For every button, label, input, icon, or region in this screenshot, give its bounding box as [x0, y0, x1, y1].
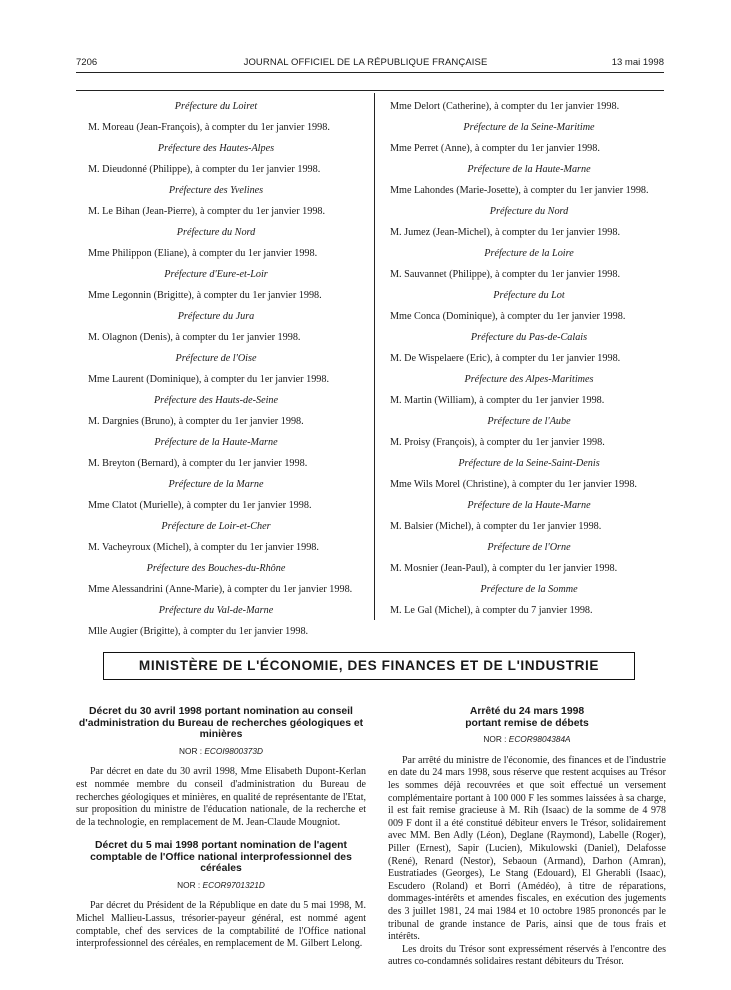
prefecture-heading: Préfecture de la Seine-Saint-Denis: [458, 458, 600, 469]
appointee: M. Moreau (Jean-François), à compter du 1er janvier 1998.: [88, 122, 330, 133]
nor-label: NOR :: [177, 879, 201, 890]
prefecture-heading: Préfecture du Pas-de-Calais: [470, 332, 588, 343]
list-item: [76, 478, 356, 520]
prefecture-heading: Préfecture de la Seine-Maritime: [463, 122, 595, 133]
appointee: Mme Delort (Catherine), à compter du 1er janvier 1998.: [390, 101, 620, 112]
column-divider: [374, 93, 375, 620]
list-item: [76, 226, 356, 268]
appointee: M. Sauvannet (Philippe), à compter du 1er janvier 1998.: [390, 269, 621, 280]
article-decret-5-mai: [76, 840, 366, 951]
appointee: Mme Lahondes (Marie-Josette), à compter du 1er janvier 1998.: [390, 185, 649, 196]
article-body: Par décret en date du 30 avril 1998, Mme Elisabeth Dupont-Kerlan est nommée membre du conseil d'administration du Bureau de recherches géologiques et minières, en qualité de représentante de l'Etat, sur proposition du ministre de l'éducation nationale, de la recherche et de la technologie, en remplacement de M. Jean-Claude Mougniot.: [76, 766, 366, 828]
article-title: Décret du 5 mai 1998 portant nomination de l'agent comptable de l'Office national interprofessionnel des céréales: [90, 840, 352, 875]
top-rule: [76, 90, 664, 91]
nor-code: ECOI9800373D: [204, 745, 263, 756]
appointee: M. Le Bihan (Jean-Pierre), à compter du 1er janvier 1998.: [88, 206, 326, 217]
article-arrete-24-mars: [388, 706, 666, 969]
article-body: Par arrêté du ministre de l'économie, des finances et de l'industrie en date du 24 mars 1998, sous réserve que restent acquises au Trésor les sommes déjà recouvrées et que soit effectué un versement complémentaire portant à 100 000 F les sommes laissées à sa charge, il est fait remise gracieuse à M. Rih (Isaac) de la somme de 4 978 009 F dont il a été constitué débiteur envers le Trésor, solidairement avec MM. Ben Adly (Léon), Deglane (Raymond), Labelle (Roger), Piller (Ernest), Sapir (Lucien), Mikulowski (Daniel), Delafosse (René), Renard (Nestor), Sebaoun (Armand), Darhon (Amran), Eustratiades (Georges), Le Stang (Edouard), El Gherabli (Isaac), Escudero (Roland) et Borri (Amédéo), à titre de réparations, dommages-intérêts et amendes fiscales, en exécution des jugements des 3 juillet 1981, 24 mai 1984 et 10 octobre 1985 prononcés par le tribunal de grande instance de Paris, ainsi que de tous frais et intérêts.: [388, 754, 666, 943]
appointee: M. Breyton (Bernard), à compter du 1er janvier 1998.: [88, 458, 308, 469]
article-body: Les droits du Trésor sont expressément réservés à l'encontre des autres co-condamnés solidaires restant débiteurs du Trésor.: [388, 943, 666, 968]
appointee: M. Proisy (François), à compter du 1er janvier 1998.: [390, 437, 605, 448]
appointee: Mme Conca (Dominique), à compter du 1er janvier 1998.: [390, 311, 626, 322]
nor-label: NOR :: [483, 734, 507, 745]
appointee: M. Olagnon (Denis), à compter du 1er janvier 1998.: [88, 332, 301, 343]
list-item: [76, 310, 356, 352]
list-item: [76, 100, 356, 142]
list-item: [390, 583, 668, 625]
prefecture-heading: Préfecture des Yvelines: [168, 185, 264, 196]
prefecture-heading: Préfecture du Loiret: [174, 101, 258, 112]
appointee: Mme Philippon (Eliane), à compter du 1er janvier 1998.: [88, 248, 318, 259]
list-item: [390, 499, 668, 541]
header-rule: [76, 72, 664, 73]
list-item: [390, 457, 668, 499]
appointee: M. Dieudonné (Philippe), à compter du 1er janvier 1998.: [88, 164, 321, 175]
prefecture-heading: Préfecture du Val-de-Marne: [158, 605, 274, 616]
left-column: [76, 100, 356, 646]
prefecture-heading: Préfecture des Hautes-Alpes: [157, 143, 275, 154]
prefecture-heading: Préfecture des Alpes-Maritimes: [464, 374, 594, 385]
appointee: M. Balsier (Michel), à compter du 1er janvier 1998.: [390, 521, 602, 532]
prefecture-heading: Préfecture de l'Aube: [487, 416, 571, 427]
page-number: 7206: [76, 57, 98, 68]
list-item: [76, 562, 356, 604]
appointee: Mme Legonnin (Brigitte), à compter du 1er janvier 1998.: [88, 290, 322, 301]
article-decret-30-avril: [76, 706, 366, 829]
nor-reference: [76, 745, 366, 758]
prefecture-heading: Préfecture des Hauts-de-Seine: [153, 395, 279, 406]
list-item: [390, 205, 668, 247]
list-item: [76, 352, 356, 394]
prefecture-heading: Préfecture de l'Orne: [487, 542, 571, 553]
appointee: M. Mosnier (Jean-Paul), à compter du 1er janvier 1998.: [390, 563, 618, 574]
list-item: [76, 394, 356, 436]
list-item: [76, 436, 356, 478]
list-item: [390, 247, 668, 289]
list-item: [390, 373, 668, 415]
list-item: [390, 415, 668, 457]
prefecture-heading: Préfecture du Nord: [489, 206, 569, 217]
appointee: Mme Perret (Anne), à compter du 1er janvier 1998.: [390, 143, 600, 154]
list-item: [76, 268, 356, 310]
appointee: M. Vacheyroux (Michel), à compter du 1er janvier 1998.: [88, 542, 319, 553]
prefecture-heading: Préfecture de la Haute-Marne: [467, 164, 591, 175]
ministry-heading: MINISTÈRE DE L'ÉCONOMIE, DES FINANCES ET DE L'INDUSTRIE: [103, 652, 635, 680]
appointee: M. Martin (William), à compter du 1er janvier 1998.: [390, 395, 605, 406]
prefecture-heading: Préfecture du Jura: [177, 311, 255, 322]
prefecture-heading: Préfecture de la Haute-Marne: [467, 500, 591, 511]
article-title: Arrêté du 24 mars 1998 portant remise de débets: [465, 706, 589, 729]
appointee: Mlle Augier (Brigitte), à compter du 1er janvier 1998.: [88, 626, 309, 637]
list-item: [76, 142, 356, 184]
appointee: M. De Wispelaere (Eric), à compter du 1er janvier 1998.: [390, 353, 621, 364]
journal-title: JOURNAL OFFICIEL DE LA RÉPUBLIQUE FRANÇAISE: [243, 57, 488, 68]
appointee: Mme Wils Morel (Christine), à compter du 1er janvier 1998.: [390, 479, 637, 490]
appointee: Mme Alessandrini (Anne-Marie), à compter du 1er janvier 1998.: [88, 584, 353, 595]
nor-label: NOR :: [179, 745, 203, 756]
nor-code: ECOR9701321D: [202, 879, 265, 890]
issue-date: 13 mai 1998: [611, 57, 664, 68]
prefecture-heading: Préfecture de l'Oise: [175, 353, 257, 364]
prefecture-heading: Préfecture de la Loire: [484, 248, 574, 259]
appointee: Mme Laurent (Dominique), à compter du 1er janvier 1998.: [88, 374, 330, 385]
article-body: Par décret du Président de la République en date du 5 mai 1998, M. Michel Mallieu-Lassus, trésorier-payeur général, est nommé agent comptable, chef des services de la comptabilité de l'Office national interprofessionnel des céréales, en remplacement de M. Gilbert Lelong.: [76, 900, 366, 950]
list-item: [390, 121, 668, 163]
list-item: [76, 520, 356, 562]
list-item: [76, 604, 356, 646]
list-item: [390, 100, 668, 121]
prefecture-heading: Préfecture de la Somme: [480, 584, 578, 595]
appointee: M. Jumez (Jean-Michel), à compter du 1er janvier 1998.: [390, 227, 620, 238]
prefecture-heading: Préfecture des Bouches-du-Rhône: [146, 563, 286, 574]
page-header: [0, 57, 731, 71]
nor-code: ECOR9804384A: [508, 734, 571, 745]
list-item: [76, 184, 356, 226]
appointee: M. Le Gal (Michel), à compter du 7 janvier 1998.: [390, 605, 593, 616]
right-column: [390, 100, 668, 625]
prefecture-heading: Préfecture du Nord: [176, 227, 256, 238]
list-item: [390, 163, 668, 205]
list-item: [390, 331, 668, 373]
prefecture-heading: Préfecture de Loir-et-Cher: [161, 521, 271, 532]
list-item: [390, 289, 668, 331]
nor-reference: [388, 733, 666, 746]
article-title: Décret du 30 avril 1998 portant nomination au conseil d'administration du Bureau de recherches géologiques et minières: [78, 706, 364, 741]
appointee: Mme Clatot (Murielle), à compter du 1er janvier 1998.: [88, 500, 312, 511]
appointee: M. Dargnies (Bruno), à compter du 1er janvier 1998.: [88, 416, 304, 427]
prefecture-heading: Préfecture de la Marne: [168, 479, 264, 490]
nor-reference: [76, 879, 366, 892]
prefecture-heading: Préfecture d'Eure-et-Loir: [164, 269, 268, 280]
list-item: [390, 541, 668, 583]
prefecture-heading: Préfecture du Lot: [493, 290, 565, 301]
prefecture-heading: Préfecture de la Haute-Marne: [154, 437, 278, 448]
